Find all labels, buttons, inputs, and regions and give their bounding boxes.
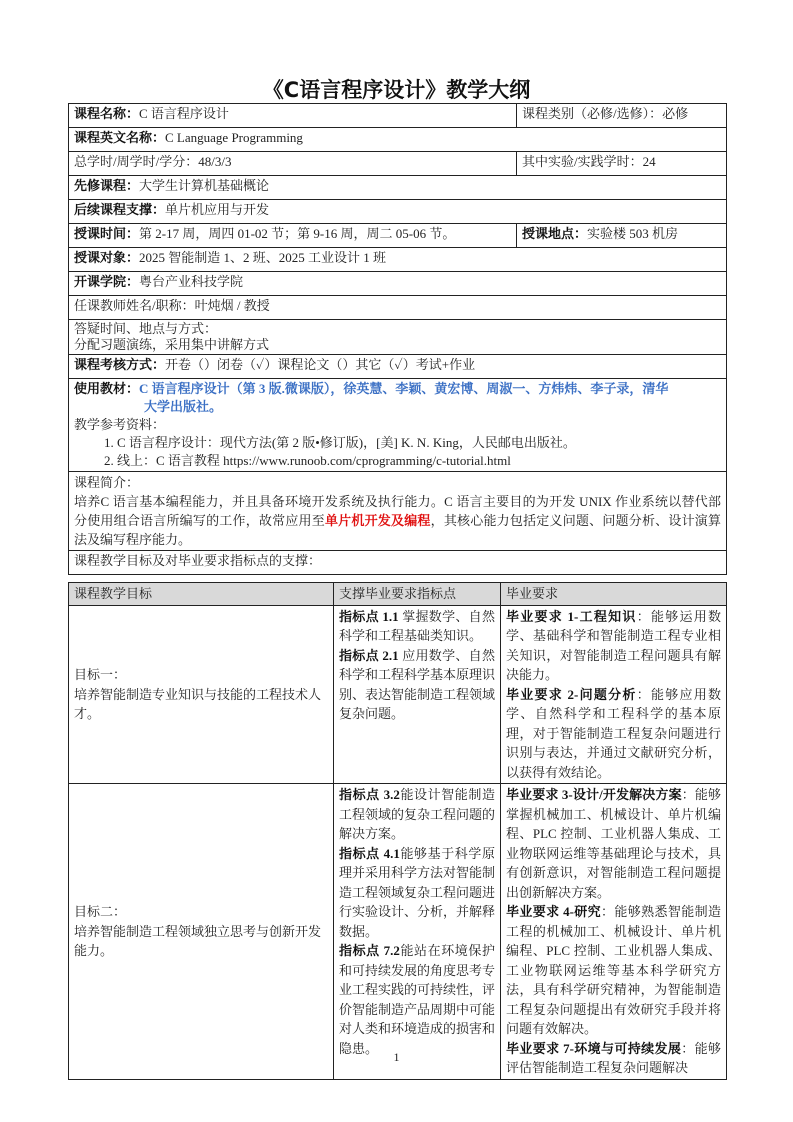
requirement-text: ：能够运用数学、基础科学和智能制造工程专业相关知识，对智能制造工程问题具有解决能力。 <box>506 608 721 682</box>
point-key: 指标点 3.2 <box>339 787 400 802</box>
label: 后续课程支撑： <box>74 202 166 217</box>
course-name: C 语言程序设计 <box>139 106 229 121</box>
point-item <box>339 607 495 646</box>
hours-cell: 总学时/周学时/学分：48/3/3 <box>69 152 517 176</box>
qa-cell <box>69 320 727 355</box>
assessment: 开卷（）闭卷（✓）课程论文（）其它（✓）考试+作业 <box>165 357 476 372</box>
point-text: 能够基于科学原理并采用科学方法对智能制造工程领域复杂工程问题进行实验设计、分析，并解释数据。 <box>339 845 496 939</box>
course-type-cell: 课程类别（必修/选修）：必修 <box>517 104 727 128</box>
table-row <box>69 605 727 784</box>
intro-cell <box>69 472 727 551</box>
point-key: 指标点 1.1 <box>339 608 399 624</box>
lab-hours-cell: 其中实验/实践学时：24 <box>517 152 727 176</box>
prereq-cell <box>69 176 727 200</box>
table-row <box>69 784 727 1080</box>
assessment-cell <box>69 355 727 379</box>
intro-text: ，其核心能力包括定义问题、问题分析、设计演算法及编写程序能力。 <box>74 513 721 547</box>
followup: 单片机应用与开发 <box>165 202 270 217</box>
page-title: 《C语言程序设计》教学大纲 <box>262 78 531 102</box>
label: 授课地点： <box>522 226 588 241</box>
points-cell <box>334 605 501 784</box>
target-cell <box>69 248 727 272</box>
point-text: 能站在环境保护和可持续发展的角度思考专业工程实践的可持续性，评价智能制造产品周期中可能对人类和环境造成的损害和隐患。 <box>339 943 496 1056</box>
college: 粤台产业科技学院 <box>139 274 244 289</box>
label: 开课学院： <box>74 274 140 289</box>
reference-item: 1. C 语言程序设计：现代方法(第 2 版•修订版)，[美] K. N. King，人民邮电出版社。 <box>104 435 576 450</box>
time: 第 2-17 周，周四 01-02 节；第 9-16 周，周二 05-06 节。 <box>139 226 456 241</box>
goals-table <box>68 582 727 1080</box>
label: 课程考核方式： <box>74 357 166 372</box>
label: 答疑时间、地点与方式： <box>74 321 218 336</box>
requirement-key: 毕业要求 2-问题分析 <box>506 686 637 702</box>
prereq: 大学生计算机基础概论 <box>139 178 270 193</box>
intro-text: 培养C 语言基本编程能力，并且具备环境开发系统及执行能力。C 语言主要目的为开发 UNIX 作业系统以替代部分使用组合语言所编写的工作，故常应用至 <box>74 494 721 528</box>
requirement-item <box>506 685 721 783</box>
header-requirements: 毕业要求 <box>501 583 727 606</box>
requirement-item <box>506 902 721 1039</box>
textbook-cont: 大学出版社。 <box>144 399 223 414</box>
point-text: 应用数学、自然科学和工程科学基本原理识别、表达智能制造工程领域复杂问题。 <box>339 647 496 721</box>
goal-cell <box>69 605 334 784</box>
requirement-key: 毕业要求 7-环境与可持续发展 <box>506 1040 682 1056</box>
goal-text: 培养智能制造工程领域独立思考与创新开发能力。 <box>74 923 322 958</box>
requirement-key: 毕业要求 4-研究 <box>506 904 602 919</box>
time-cell <box>69 224 517 248</box>
reference-link[interactable]: 2. 线上：C 语言教程 https://www.runoob.com/cprogramming/c-tutorial.html <box>104 453 511 468</box>
point-key: 指标点 2.1 <box>339 647 399 663</box>
english-name-cell <box>69 128 727 152</box>
course-name-cell <box>69 104 517 128</box>
course-info-table <box>68 103 727 575</box>
goal-title: 目标二： <box>74 904 127 919</box>
point-key: 指标点 4.1 <box>339 845 400 861</box>
requirement-text: ：能够应用数学、自然科学和工程科学的基本原理，对于智能制造工程复杂问题进行识别与表达，并通过文献研究分析，以获得有效结论。 <box>506 686 721 780</box>
requirements-cell <box>501 784 727 1080</box>
label: 课程英文名称： <box>74 130 166 145</box>
goal-title: 目标一： <box>74 667 127 682</box>
point-text: 掌握数学、自然科学和工程基础类知识。 <box>339 608 495 643</box>
target: 2025 智能制造 1、2 班、2025 工业设计 1 班 <box>139 250 387 265</box>
header-goal: 课程教学目标 <box>69 583 334 606</box>
goal-cell <box>69 784 334 1080</box>
goal-text: 培养智能制造专业知识与技能的工程技术人才。 <box>74 686 322 721</box>
point-item <box>339 785 495 844</box>
label: 使用教材： <box>74 381 140 396</box>
requirement-text: ：能够熟悉智能制造工程的机械加工、机械设计、单片机编程、PLC 控制、工业机器人集成、工业物联网运维等基本科学研究方法，具有科学研究精神，为智能制造工程复杂问题提出有效研究手段并将问题有效解决。 <box>506 904 721 1036</box>
requirement-item <box>506 607 721 685</box>
header-points: 支撑毕业要求指标点 <box>334 583 501 606</box>
qa: 分配习题演练，采用集中讲解方式 <box>74 337 270 352</box>
requirement-text: ：能够掌握机械加工、机械设计、单片机编程、PLC 控制、工业机器人集成、工业物联网运维等基础理论与技术，具有创新意识，对智能制造工程问题提出创新解决方案。 <box>506 787 721 900</box>
point-item <box>339 646 495 724</box>
followup-cell <box>69 200 727 224</box>
point-item <box>339 844 495 942</box>
point-text: 能设计智能制造工程领域的复杂工程问题的解决方案。 <box>339 787 496 841</box>
point-key: 指标点 7.2 <box>339 943 400 958</box>
refs-label: 教学参考资料： <box>74 417 166 432</box>
points-cell <box>334 784 501 1080</box>
requirement-text: ：能够评估智能制造工程复杂问题解决 <box>506 1040 721 1075</box>
label: 课程简介： <box>74 475 140 490</box>
requirement-key: 毕业要求 3-设计/开发解决方案 <box>506 787 682 802</box>
requirement-item <box>506 785 721 902</box>
textbook-cell <box>69 379 727 472</box>
textbook: C 语言程序设计（第 3 版.微课版），徐英慧、李颖、黄宏博、周淑一、方炜炜、李子录，清华 <box>139 381 669 396</box>
intro-highlight: 单片机开发及编程 <box>324 513 431 528</box>
college-cell <box>69 272 727 296</box>
goals-label-cell: 课程教学目标及对毕业要求指标点的支撑： <box>69 551 727 575</box>
place: 实验楼 503 机房 <box>587 226 679 241</box>
place-cell <box>517 224 727 248</box>
teacher-cell: 任课教师姓名/职称：叶炖烟 / 教授 <box>69 296 727 320</box>
label: 授课时间： <box>74 226 140 241</box>
english-name: C Language Programming <box>165 130 303 145</box>
requirements-cell <box>501 605 727 784</box>
point-item <box>339 941 495 1058</box>
requirement-key: 毕业要求 1-工程知识 <box>506 608 637 624</box>
page-number: 1 <box>393 1050 400 1064</box>
label: 授课对象： <box>74 250 140 265</box>
label: 课程名称： <box>74 106 140 121</box>
label: 先修课程： <box>74 178 140 193</box>
